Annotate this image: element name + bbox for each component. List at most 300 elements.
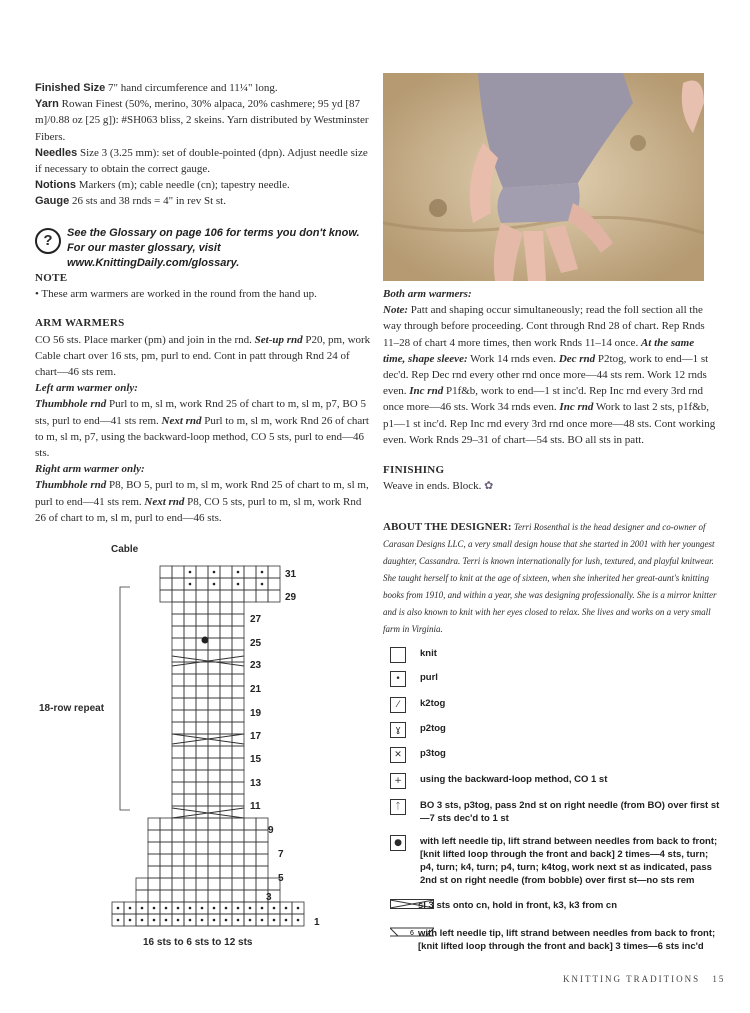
cable-cross-mark [172,734,244,744]
chart-cell [208,674,220,686]
chart-row-label: 27 [250,614,262,625]
chart-cell [172,914,184,926]
chart-cell [220,818,232,830]
legend-label: knit [420,648,437,659]
chart-cell [232,878,244,890]
chart-cell [172,854,184,866]
finishing-text-line [383,478,717,494]
left-text-b: Purl to m, sl m, work Rnd 25 of chart to m, sl m, p7, BO 5 sts, purl to end—41 sts rem. [35,398,366,427]
chart-cell [208,626,220,638]
chart-row-label: 19 [250,708,262,719]
chart-cell [172,782,184,794]
chart-cell [244,878,256,890]
chart-cell [208,902,220,914]
chart-cell [184,770,196,782]
chart-cell [232,578,244,590]
chart-cell [136,902,148,914]
purl-dot [261,583,264,586]
chart-cell [244,866,256,878]
chart-cell [208,734,220,746]
chart-cell [184,602,196,614]
purl-dot [213,583,216,586]
chart-cell [244,590,256,602]
chart-cell [232,890,244,902]
chart-cell [172,806,184,818]
chart-cell [268,878,280,890]
purl-dot [285,919,288,922]
chart-row-label: 15 [250,754,262,765]
legend-symbol-icon: • [390,671,406,687]
chart-cell [112,902,124,914]
legend-item [390,747,446,763]
chart-cell [208,722,220,734]
chart-cell [220,566,232,578]
chart-row-label: 23 [250,660,262,671]
chart-cell [196,866,208,878]
note-text: • These arm warmers are worked in the round from the hand up. [35,288,317,301]
chart-cell [172,710,184,722]
chart-cell [136,878,148,890]
chart-cell [196,734,208,746]
purl-dot [237,919,240,922]
chart-cell [208,566,220,578]
right-heading: Right arm warmer only: [35,463,145,476]
needles-label: Needles [35,146,78,159]
purl-dot [297,919,300,922]
chart-cell [220,638,232,650]
chart-cell [196,758,208,770]
chart-cell [172,902,184,914]
left-heading: Left arm warmer only: [35,382,138,395]
chart-cell [196,614,208,626]
chart-cell [208,614,220,626]
cable-cross-mark [172,656,244,666]
chart-cell [184,806,196,818]
chart-cell [220,626,232,638]
left-text [35,396,371,461]
chart-cell [160,914,172,926]
chart-cell [220,902,232,914]
chart-cell [184,662,196,674]
gauge-label: Gauge [35,195,70,208]
chart-cell [196,638,208,650]
purl-dot [225,919,228,922]
chart-cell [244,914,256,926]
chart-cell [172,758,184,770]
chart-cell [172,578,184,590]
purl-dot [201,907,204,910]
purl-dot [261,571,264,574]
both-t2: At the same time, shape sleeve: [383,336,695,365]
legend-label: k2tog [420,698,446,709]
chart-cell [256,914,268,926]
purl-dot [213,571,216,574]
chart-cell [232,638,244,650]
chart-cell [172,638,184,650]
chart-cell [196,650,208,662]
arm-warmers-heading: ARM WARMERS [35,317,125,330]
instructions-block [35,270,371,526]
chart-cell [220,722,232,734]
chart-cell [196,890,208,902]
chart-cell [244,902,256,914]
chart-cell [184,638,196,650]
both-t4: Dec rnd [558,352,596,365]
chart-cell [172,902,184,914]
chart-cell [244,566,256,578]
purl-dot [129,919,132,922]
chart-cell [184,818,196,830]
legend-label: with left needle tip, lift strand between needles from back to front; [knit lifted loop through the front and back] 2 times—4 sts, turn; p4, turn; k4, turn; p4, turn; k4tog, work next st as indicated, pass 2nd st on right needle (from bobble) over first st—no sts rem [420,836,718,886]
chart-cell [208,650,220,662]
chart-cell [184,782,196,794]
both-t8: Inc rnd [559,401,594,414]
purl-dot [249,907,252,910]
chart-cell [172,866,184,878]
legend-item [390,773,607,789]
chart-cell [232,698,244,710]
chart-cell [208,782,220,794]
chart-cell [196,590,208,602]
purl-dot [297,907,300,910]
legend-item [390,647,437,663]
purl-dot [141,919,144,922]
chart-cell [220,602,232,614]
purl-dot [189,571,192,574]
page-number: 15 [712,974,726,984]
chart-cell [172,842,184,854]
chart-cell [232,806,244,818]
legend-label: purl [420,672,438,683]
legend-label: p3tog [420,748,446,759]
chart-cell [208,662,220,674]
about-designer [383,519,717,638]
chart-cell [196,602,208,614]
both-t6: Inc rnd [409,385,444,398]
chart-row-label: 25 [250,638,262,649]
chart-cell [280,914,292,926]
chart-row-label: 5 [278,873,284,884]
right-next-label: Next rnd [144,495,185,508]
chart-cell [172,878,184,890]
chart-cell [196,818,208,830]
chart-row-label: 29 [285,592,297,603]
notions-text: Markers (m); cable needle (cn); tapestry needle. [78,179,290,192]
purl-dot [273,907,276,910]
chart-cell [232,914,244,926]
chart-cell [196,578,208,590]
chart-cell [196,902,208,914]
chart-cell [160,830,172,842]
purl-dot [273,919,276,922]
chart-cell [208,914,220,926]
chart-cell [232,746,244,758]
chart-cell [172,650,184,662]
chart-cell [184,914,196,926]
note-heading: NOTE [35,272,68,284]
chart-cell [148,914,160,926]
chart-cell [172,686,184,698]
purl-dot [189,583,192,586]
svg-text:6: 6 [410,930,414,937]
purl-dot [153,907,156,910]
chart-cell [172,674,184,686]
chart-cell [160,842,172,854]
legend-label: using the backward-loop method, CO 1 st [420,774,608,785]
chart-cell [220,842,232,854]
purl-dot [213,919,216,922]
page-footer [563,974,725,984]
chart-cell [232,566,244,578]
chart-cell [172,566,184,578]
chart-cell [220,746,232,758]
chart-cell [148,842,160,854]
chart-cell [244,902,256,914]
chart-cell [208,842,220,854]
chart-cell [208,854,220,866]
chart-row-label: 21 [250,684,262,695]
chart-cell [220,830,232,842]
chart-cell [232,830,244,842]
chart-cell [112,914,124,926]
notions-label: Notions [35,179,76,192]
chart-cell [244,914,256,926]
materials-block [35,80,371,210]
chart-cell [232,614,244,626]
chart-cell [232,674,244,686]
purl-dot [237,583,240,586]
chart-cell [220,794,232,806]
chart-cell [232,686,244,698]
chart-cell [256,842,268,854]
purl-dot [165,919,168,922]
chart-cell [220,854,232,866]
chart-cell [256,830,268,842]
chart-cell [244,842,256,854]
chart-cell [196,674,208,686]
chart-cell [160,854,172,866]
chart-cell [196,914,208,926]
chart-cell [184,698,196,710]
purl-dot [129,907,132,910]
chart-cell [256,866,268,878]
designer-text: Terri Rosenthal is the head designer and co-owner of Carasan Designs LLC, a very small design house that she started in 2001 with her youngest daughter, Cassandra. Terri is known internationally for lush, textured, and playful knitwear. She taught herself to knit at the age of sixteen, when she inherited her great-aunt's knitting books from 1910, and within a year, she was designing professionally. She is a mirror knitter and is also known to knit with her eyes closed to relax. She lives and works on a very small farm in Virginia. [383,522,717,634]
chart-cell [196,854,208,866]
chart-cell [208,902,220,914]
legend-label: with left needle tip, lift strand between needles from back to front; [knit lifted loop through the front and back] 3 times—6 sts inc'd [418,928,716,952]
chart-cell [220,686,232,698]
chart-cell [220,734,232,746]
chart-cell [268,890,280,902]
legend-label: sl 3 sts onto cn, hold in front, k3, k3 from cn [418,900,617,911]
chart-cell [172,830,184,842]
chart-cell [196,806,208,818]
chart-cell [208,794,220,806]
chart-cell [184,866,196,878]
chart-cell [184,566,196,578]
chart-cell [160,914,172,926]
chart-cell [184,722,196,734]
finishing-text: Weave in ends. Block. [383,480,482,493]
designer-heading: ABOUT THE DESIGNER: [383,521,512,533]
legend-item [390,899,617,912]
legend-symbol-icon: ✕ [390,747,406,763]
chart-cell [184,878,196,890]
chart-cell [232,758,244,770]
chart-cell [208,578,220,590]
legend-item [390,671,438,687]
legend-symbol-icon: ● [390,835,406,851]
chart-row-label: 9 [268,825,274,836]
chart-cell [232,794,244,806]
repeat-label: 18-row repeat [39,703,105,714]
chart-cell [244,578,256,590]
chart-cell [184,914,196,926]
chart-cell [220,914,232,926]
chart-cell [220,590,232,602]
chart-cell [208,770,220,782]
chart-cell [208,590,220,602]
chart-cell [256,854,268,866]
chart-cell [184,734,196,746]
chart-cell [184,854,196,866]
chart-cell [172,590,184,602]
magazine-name: KNITTING TRADITIONS [563,974,701,984]
chart-cell [232,902,244,914]
chart-row-label: 13 [250,778,262,789]
chart-cell [244,818,256,830]
chart-cell [292,914,304,926]
chart-cell [148,818,160,830]
chart-cell [232,782,244,794]
chart-cell [220,878,232,890]
chart-cell [160,902,172,914]
both-note-label: Note: [383,304,409,317]
chart-cell [172,698,184,710]
chart-cell [268,902,280,914]
both-t7: P1f&b, work to end—1 st inc'd. Rep Inc rnd every 3rd rnd once more—46 sts. Work 34 rnds even. [383,385,704,414]
chart-cell [232,734,244,746]
left-text-d: Purl to m, sl m, work Rnd 26 of chart to m, sl m, p7, using the backward-loop method, CO 5 sts, purl to end—46 sts. [35,414,369,460]
chart-cell [220,614,232,626]
chart-row-label: 11 [250,801,261,812]
chart-cell [256,902,268,914]
chart-cell [232,602,244,614]
chart-cell [196,830,208,842]
chart-row-label: 17 [250,731,262,742]
chart-cell [256,902,268,914]
purl-dot [189,907,192,910]
chart-cell [172,626,184,638]
chart-cell [160,590,172,602]
legend-item [390,835,720,887]
chart-footer: 16 sts to 6 sts to 12 sts [143,937,253,948]
chart-cell [196,746,208,758]
both-heading: Both arm warmers: [383,288,472,300]
chart-cell [196,722,208,734]
size-text: 7" hand circumference and 11¼" long. [108,82,278,94]
p1-text-c: P20, pm, work Cable chart over 16 sts, pm, purl to end. Cont in patt through Rnd 24 of chart—46 sts rem. [35,333,371,379]
chart-cell [220,782,232,794]
chart-cell [160,890,172,902]
chart-cell [196,902,208,914]
right-thumbhole-label: Thumbhole rnd [35,479,107,492]
chart-cell [220,662,232,674]
both-t9: Work to last 2 sts, p1f&b, p1—1 st inc'd. Rep Inc rnd every 3rd rnd once more—48 sts. Cont working even. Work Rnds 29–31 of chart—54 sts. BO all sts in patt. [383,401,716,446]
hand-photo [383,73,704,281]
purl-dot [141,907,144,910]
chart-cell [244,854,256,866]
setup-rnd-label: Set-up rnd [254,333,303,346]
legend-item [390,799,720,825]
chart-cell [184,626,196,638]
left-next-label: Next rnd [161,414,202,427]
purl-dot [261,919,264,922]
chart-cell [220,866,232,878]
arm-warmers-p1 [35,332,371,381]
purl-dot [225,907,228,910]
chart-cell [184,746,196,758]
chart-cell [172,734,184,746]
purl-dot [237,907,240,910]
chart-row-label: 7 [278,849,284,860]
chart-cell [160,866,172,878]
chart-cell [256,878,268,890]
chart-cell [232,902,244,914]
chart-cell [172,722,184,734]
chart-cell [220,758,232,770]
chart-cell [208,686,220,698]
gauge-text: 26 sts and 38 rnds = 4" in rev St st. [71,195,226,208]
both-t5: P2tog, work to end—1 st dec'd. Rep Dec rnd every other rnd once more—44 sts rem. Work 12 rnds even. [383,352,709,398]
chart-cell [220,914,232,926]
chart-cell [208,698,220,710]
cable-cross-mark [172,808,244,818]
legend-item [390,927,720,953]
legend-item [390,697,445,713]
chart-cell [208,806,220,818]
chart-cell [184,902,196,914]
legend-item [390,722,446,738]
chart-cell [208,638,220,650]
chart-cell [268,914,280,926]
chart-cell [148,902,160,914]
purl-dot [117,919,120,922]
both-text [383,302,717,448]
p1-text-a: CO 56 sts. Place marker (pm) and join in the rnd. [35,333,255,346]
chart-cell [232,710,244,722]
glossary-note [35,226,371,271]
purl-dot [153,919,156,922]
chart-cell [160,566,172,578]
chart-cell [196,662,208,674]
chart-cell [124,902,136,914]
both-t1: Patt and shaping occur simultaneously; read the foll section all the way through before proceeding. Cont through Rnd 28 of chart. Rep Rnds 11–28 of chart 4 more times, then work Rnds 11–14 once. [383,304,705,349]
chart-cell [136,890,148,902]
chart-row-label: 31 [285,569,297,580]
chart-cell [196,782,208,794]
chart-cell [184,842,196,854]
purl-dot [189,919,192,922]
chart-cell [220,578,232,590]
legend-symbol-icon: ɣ [390,722,406,738]
chart-cell [196,698,208,710]
chart-cell [220,674,232,686]
chart-cell [184,830,196,842]
chart-cell [256,818,268,830]
chart-cell [184,686,196,698]
chart-cell [268,566,280,578]
